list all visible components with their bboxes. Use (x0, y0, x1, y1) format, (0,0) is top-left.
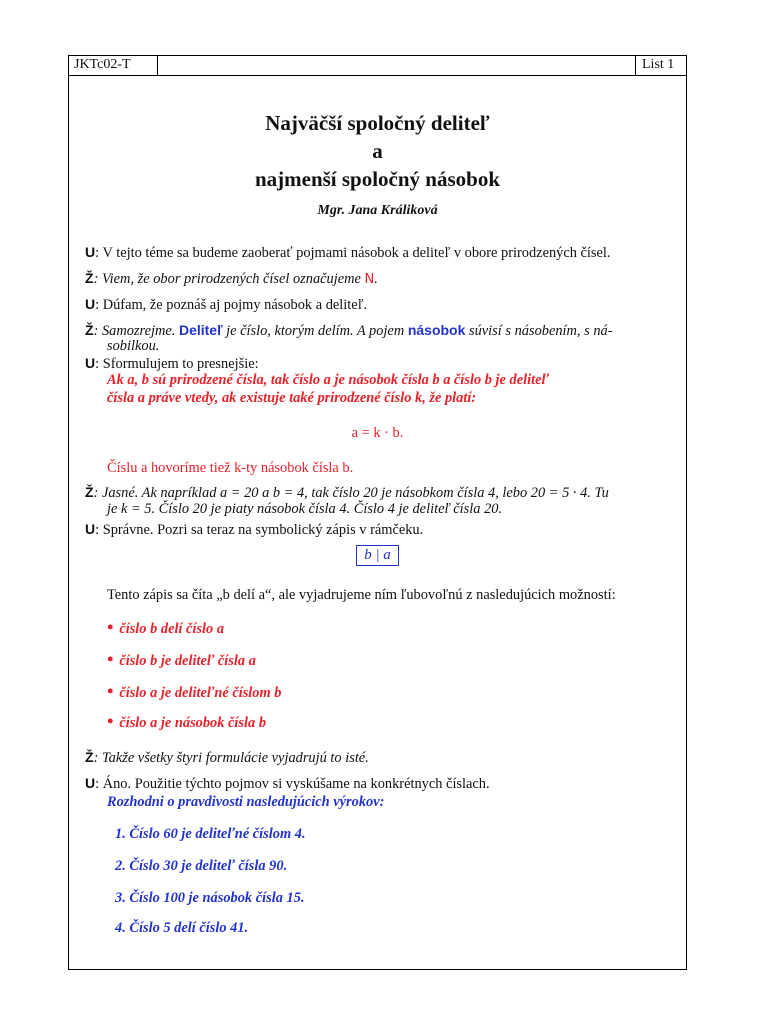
dialog-z1 (85, 270, 681, 288)
bullet-icon: • (107, 711, 114, 731)
z2-c: súvisí s násobením, s ná- (465, 323, 613, 339)
title-line-2: a (372, 139, 383, 163)
z2-line2: sobilkou. (107, 338, 160, 354)
term-nasobok: násobok (407, 322, 466, 338)
dialog-z3 (85, 484, 681, 502)
definition-formula: a = k · b. (351, 425, 404, 441)
option-2 (107, 651, 681, 670)
dialog-u3 (85, 355, 681, 373)
title-line-1: Najväčší spoločný deliteľ (265, 111, 490, 135)
bullet-icon: • (107, 681, 114, 701)
speaker-z: Ž (85, 270, 94, 286)
z3-line1: : Jasné. Ak napríklad a = 20 a b = 4, tak číslo 20 je násobkom čísla 4, lebo 20 = 5 · 4. Tu (93, 485, 609, 501)
speaker-u: U (85, 521, 96, 537)
naturals-symbol: N (364, 272, 375, 287)
definition-line-2: čísla a práve vtedy, ak existuje také prirodzené číslo k, že platí: (107, 390, 477, 406)
speaker-z: Ž (85, 484, 94, 500)
statement-4: 4. Číslo 5 delí číslo 41. (115, 920, 249, 936)
dialog-u1 (85, 244, 681, 262)
boxed-notation: b | a (356, 545, 399, 566)
u3-text: : Sformulujem to presnejšie: (95, 356, 259, 372)
dialog-u2 (85, 296, 681, 314)
u1-text: : V tejto téme sa budeme zaoberať pojmami násobok a deliteľ v obore prirodzených čísel. (95, 245, 611, 261)
option-4 (107, 713, 681, 732)
speaker-u: U (85, 244, 96, 260)
definition-note: Číslu a hovoríme tiež k-ty násobok čísla b. (107, 460, 354, 476)
term-delitel: Deliteľ (178, 322, 223, 338)
page-header (69, 56, 686, 76)
definition-line-1: Ak a, b sú prirodzené čísla, tak číslo a je násobok čísla b a číslo b je deliteľ (107, 372, 550, 388)
z3-line2: je k = 5. Číslo 20 je piaty násobok čísla 4. Číslo 4 je deliteľ čísla 20. (107, 501, 503, 517)
dialog-z4 (85, 749, 681, 767)
doc-code: JKTc02-T (69, 56, 158, 75)
author: Mgr. Jana Králiková (317, 203, 438, 218)
z1-text: : Viem, že obor prirodzených čísel označujeme (93, 271, 365, 287)
option-3 (107, 683, 681, 702)
statement-2: 2. Číslo 30 je deliteľ čísla 90. (115, 858, 288, 874)
option-1 (107, 619, 681, 638)
option-text: číslo b delí číslo a (119, 621, 225, 637)
task-heading: Rozhodni o pravdivosti nasledujúcich výrokov: (107, 794, 385, 810)
page-number: List 1 (635, 56, 686, 75)
u4-text: : Správne. Pozri sa teraz na symbolický zápis v rámčeku. (95, 522, 424, 538)
speaker-z: Ž (85, 749, 94, 765)
z2-a: : Samozrejme. (93, 323, 179, 339)
page-frame (68, 55, 687, 970)
statement-3: 3. Číslo 100 je násobok čísla 15. (115, 890, 305, 906)
option-text: číslo b je deliteľ čísla a (119, 653, 256, 669)
speaker-z: Ž (85, 322, 94, 338)
statement-1: 1. Číslo 60 je deliteľné číslom 4. (115, 826, 306, 842)
z4-text: : Takže všetky štyri formulácie vyjadrujú to isté. (93, 750, 369, 766)
title-line-3: najmenší spoločný násobok (254, 167, 501, 191)
reading-text: Tento zápis sa číta „b delí a“, ale vyjadrujeme ním ľubovoľnú z nasledujúcich možností: (107, 587, 616, 603)
u2-text: : Dúfam, že poznáš aj pojmy násobok a deliteľ. (95, 297, 368, 313)
z2-b: je číslo, ktorým delím. A pojem (222, 323, 408, 339)
dialog-u5 (85, 775, 681, 793)
boxed-notation-wrap (69, 545, 686, 566)
bullet-icon: • (107, 617, 114, 637)
z1-end: . (374, 271, 378, 287)
option-text: číslo a je deliteľné číslom b (119, 685, 282, 701)
speaker-u: U (85, 775, 96, 791)
bullet-icon: • (107, 649, 114, 669)
speaker-u: U (85, 355, 96, 371)
option-text: číslo a je násobok čísla b (119, 715, 267, 731)
speaker-u: U (85, 296, 96, 312)
dialog-u4 (85, 521, 681, 539)
u5-text: : Áno. Použitie týchto pojmov si vyskúšame na konkrétnych číslach. (95, 776, 490, 792)
